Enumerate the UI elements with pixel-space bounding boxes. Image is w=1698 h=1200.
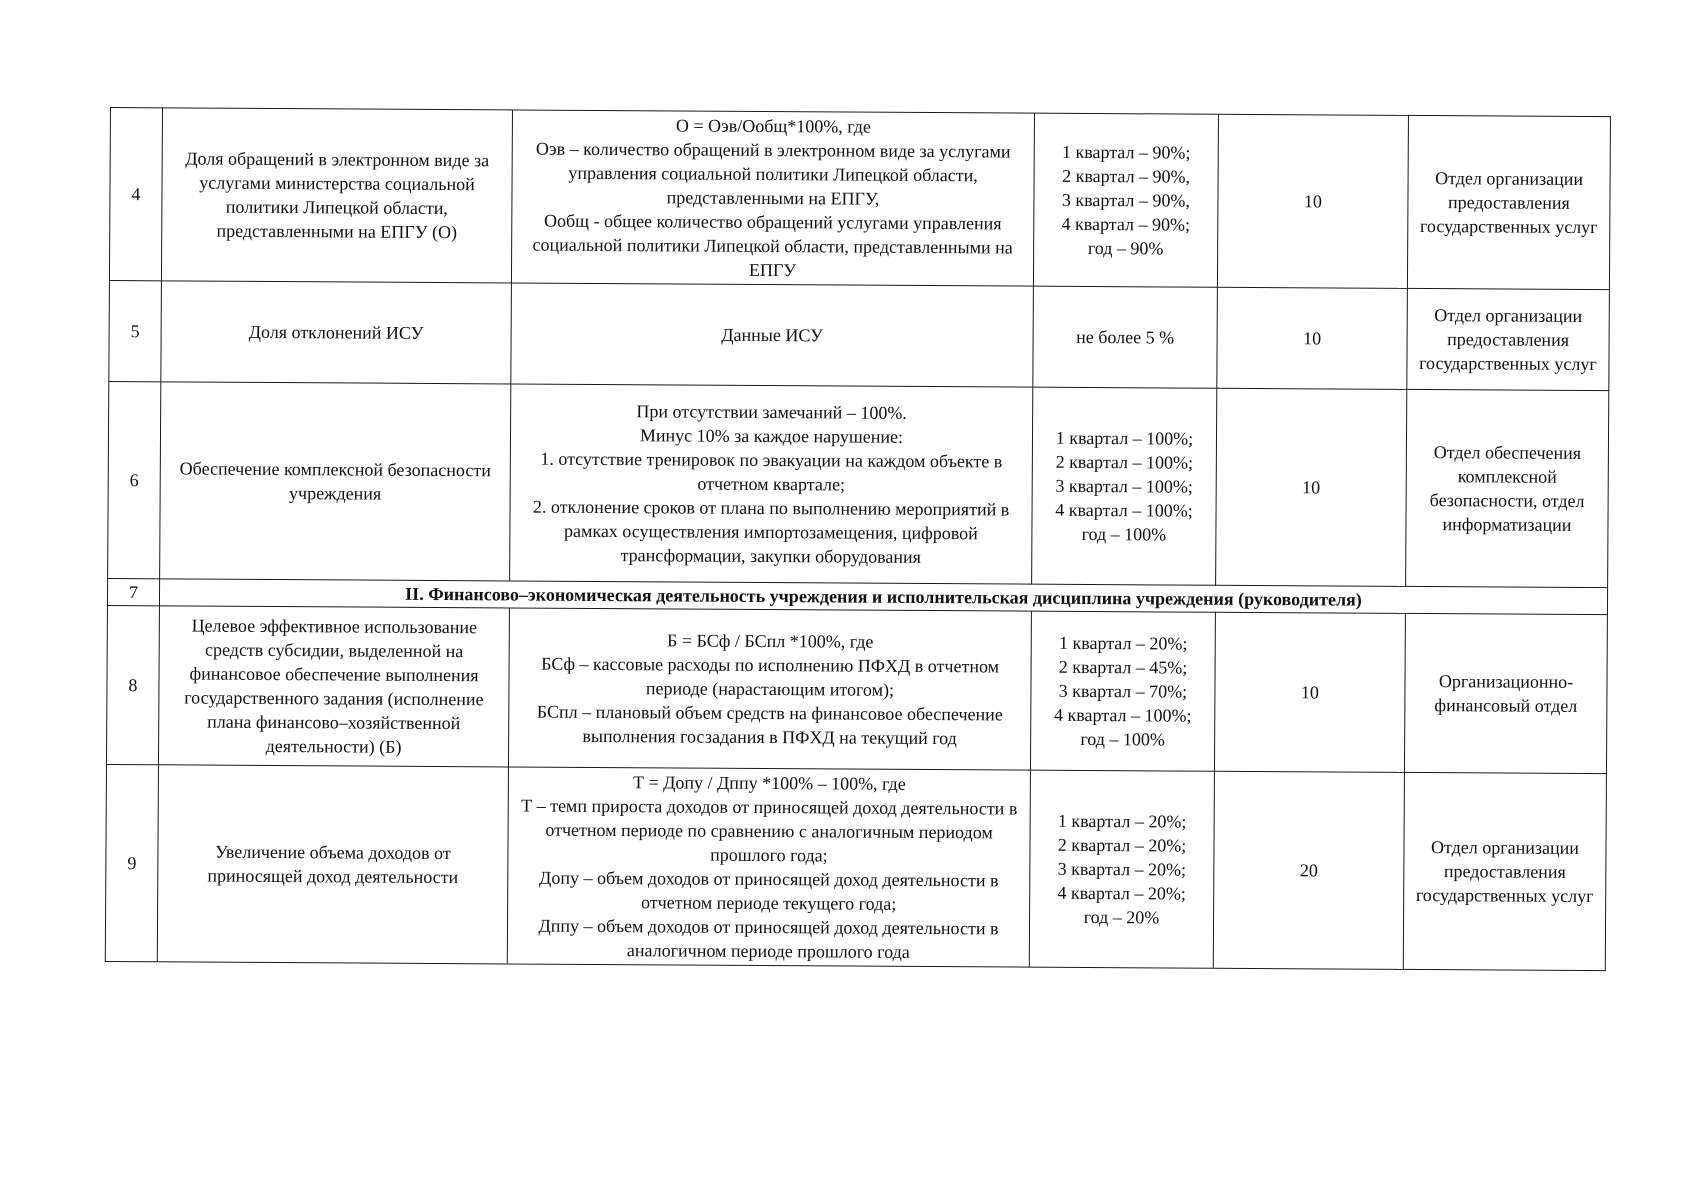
indicators-table xyxy=(105,107,1611,971)
weight: 20 xyxy=(1213,771,1404,969)
table-row xyxy=(109,108,1610,290)
calculation-method: О = Оэв/Ообщ*100%, где Оэв – количество обращений в электронном виде за услугами управления социальной политики Липецкой области, представленными на ЕПГУ, Ообщ - общее количество обращений услугами управления социальной политики Липецкой области, представленными на ЕПГУ xyxy=(511,110,1034,286)
responsible-department: Организационно-финансовый отдел xyxy=(1404,613,1607,773)
target-value: 1 квартал – 100%; 2 квартал – 100%; 3 квартал – 100%; 4 квартал – 100%; год – 100% xyxy=(1032,387,1217,585)
weight: 10 xyxy=(1217,114,1408,288)
weight: 10 xyxy=(1217,287,1408,389)
row-number: 7 xyxy=(107,578,159,605)
weight: 10 xyxy=(1214,612,1405,772)
responsible-department: Отдел организации предоставления государственных услуг xyxy=(1407,288,1610,390)
indicator-name: Доля отклонений ИСУ xyxy=(161,281,512,384)
section-title: II. Финансово–экономическая деятельность учреждения и исполнительская дисциплина учреждения (руководителя) xyxy=(159,579,1607,615)
responsible-department: Отдел обеспечения комплексной безопасности, отдел информатизации xyxy=(1406,389,1609,587)
table-row xyxy=(105,764,1606,970)
row-number: 6 xyxy=(108,381,161,578)
target-value: 1 квартал – 90%; 2 квартал – 90%, 3 квартал – 90%, 4 квартал – 90%; год – 90% xyxy=(1033,113,1218,287)
row-number: 4 xyxy=(109,108,162,281)
indicator-name: Увеличение объема доходов от приносящей доход деятельности xyxy=(157,765,508,964)
responsible-department: Отдел организации предоставления государственных услуг xyxy=(1403,772,1606,970)
document-page xyxy=(105,107,1610,971)
target-value: не более 5 % xyxy=(1033,286,1218,388)
table-row xyxy=(109,280,1610,390)
target-value: 1 квартал – 20%; 2 квартал – 20%; 3 квартал – 20%; 4 квартал – 20%; год – 20% xyxy=(1029,770,1214,968)
table-row xyxy=(106,605,1607,773)
indicator-name: Целевое эффективное использование средств субсидии, выделенной на финансовое обеспечение выполнения государственного задания (исполнение плана финансово–хозяйственной деятельности) (Б) xyxy=(158,606,509,767)
row-number: 9 xyxy=(105,764,158,961)
weight: 10 xyxy=(1216,388,1407,586)
row-number: 5 xyxy=(109,280,162,381)
calculation-method: Данные ИСУ xyxy=(511,283,1034,387)
indicator-name: Обеспечение комплексной безопасности учреждения xyxy=(160,382,511,581)
responsible-department: Отдел организации предоставления государственных услуг xyxy=(1407,115,1610,289)
table-row xyxy=(108,381,1609,587)
calculation-method: Б = БСф / БСпл *100%, где БСф – кассовые расходы по исполнению ПФХД в отчетном периоде (нарастающим итогом); БСпл – плановый объем средств на финансовое обеспечение выполнения госзадания в ПФХД на текущий год xyxy=(508,608,1031,770)
row-number: 8 xyxy=(106,605,159,764)
indicator-name: Доля обращений в электронном виде за услугами министерства социальной политики Липецкой области, представленными на ЕПГУ (О) xyxy=(161,108,512,283)
calculation-method: Т = Допу / Дппу *100% – 100%, где Т – темп прироста доходов от приносящей доход деятельности в отчетном периоде по сравнению с аналогичным периодом прошлого года; Допу – объем доходов от приносящей доход деятельности в отчетном периоде текущего года; Дппу – объем доходов от приносящей доход деятельности в аналогичном периоде прошлого года xyxy=(507,767,1030,967)
calculation-method: При отсутствии замечаний – 100%. Минус 10% за каждое нарушение: 1. отсутствие тренировок по эвакуации на каждом объекте в отчетном квартале; 2. отклонение сроков от плана по выполнению мероприятий в рамках осуществления импортозамещения, цифровой трансформации, закупки оборудования xyxy=(510,384,1033,584)
target-value: 1 квартал – 20%; 2 квартал – 45%; 3 квартал – 70%; 4 квартал – 100%; год – 100% xyxy=(1030,611,1215,771)
